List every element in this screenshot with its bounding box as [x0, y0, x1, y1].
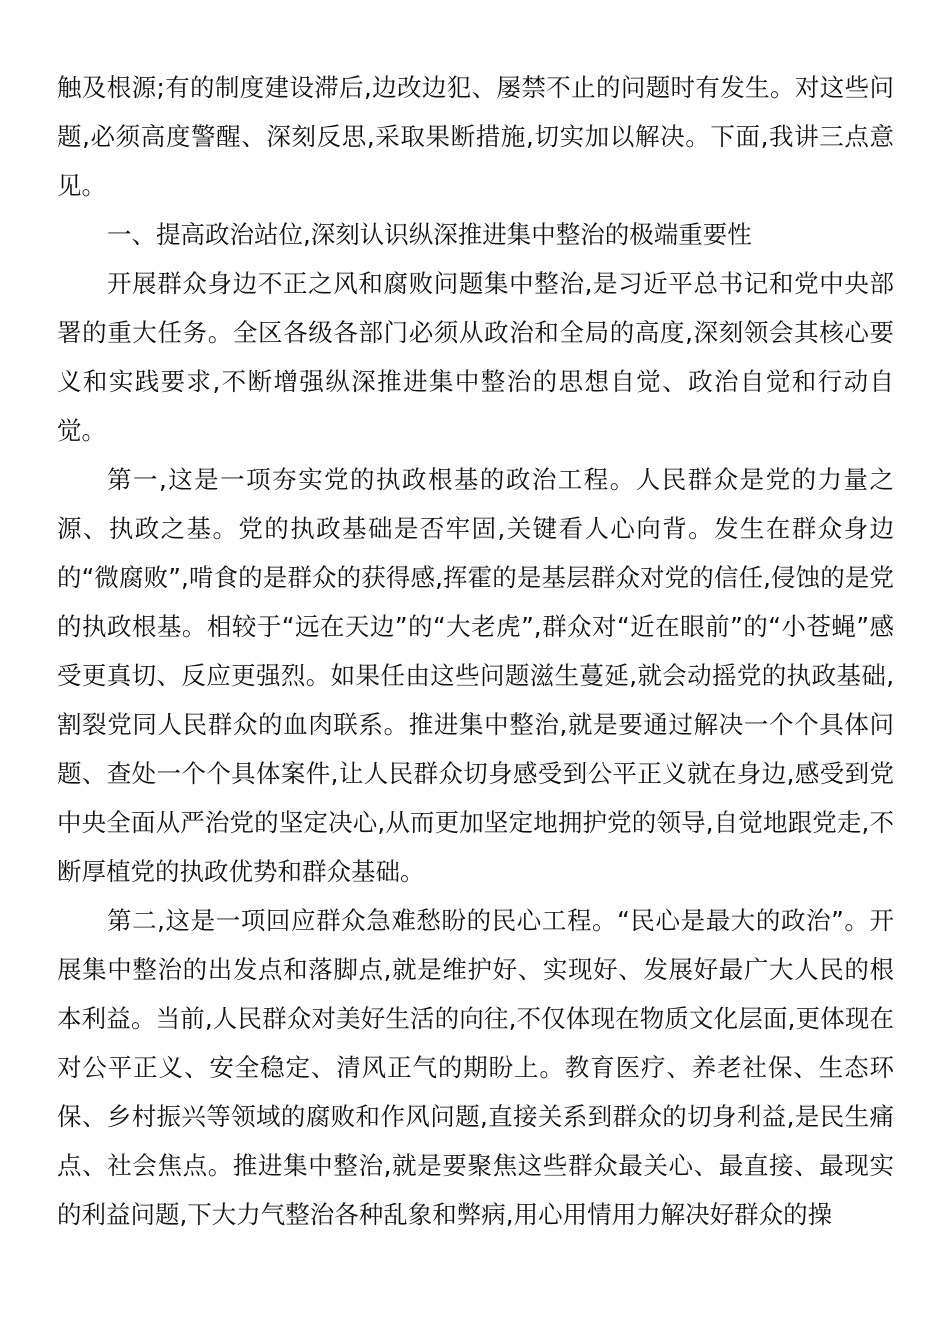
document-page: [57, 63, 894, 1239]
paragraph-intro: 开展群众身边不正之风和腐败问题集中整治,是习近平总书记和党中央部署的重大任务。全区各级各部门必须从政治和全局的高度,深刻领会其核心要义和实践要求,不断增强纵深推进集中整治的思想自觉、政治自觉和行动自觉。: [57, 269, 894, 445]
section-heading: 一、提高政治站位,深刻认识纵深推进集中整治的极端重要性: [107, 220, 752, 249]
paragraph-second-point: 第二,这是一项回应群众急难愁盼的民心工程。“民心是最大的政治”。开展集中整治的出发点和落脚点,就是维护好、实现好、发展好最广大人民的根本利益。当前,人民群众对美好生活的向往,不仅体现在物质文化层面,更体现在对公平正义、安全稳定、清风正气的期盼上。教育医疗、养老社保、生态环保、乡村振兴等领域的腐败和作风问题,直接关系到群众的切身利益,是民生痛点、社会焦点。推进集中整治,就是要聚焦这些群众最关心、最直接、最现实的利益问题,下大力气整治各种乱象和弊病,用心用情用力解决好群众的操: [57, 906, 894, 1229]
paragraph-first-point: 第一,这是一项夯实党的执政根基的政治工程。人民群众是党的力量之源、执政之基。党的执政基础是否牢固,关键看人心向背。发生在群众身边的“微腐败”,啃食的是群众的获得感,挥霍的是基层群众对党的信任,侵蚀的是党的执政根基。相较于“远在天边”的“大老虎”,群众对“近在眼前”的“小苍蝇”感受更真切、反应更强烈。如果任由这些问题滋生蔓延,就会动摇党的执政基础,割裂党同人民群众的血肉联系。推进集中整治,就是要通过解决一个个具体问题、查处一个个具体案件,让人民群众切身感受到公平正义就在身边,感受到党中央全面从严治党的坚定决心,从而更加坚定地拥护党的领导,自觉地跟党走,不断厚植党的执政优势和群众基础。: [57, 465, 894, 886]
paragraph-continued: 触及根源;有的制度建设滞后,边改边犯、屡禁不止的问题时有发生。对这些问题,必须高度警醒、深刻反思,采取果断措施,切实加以解决。下面,我讲三点意见。: [57, 73, 894, 200]
